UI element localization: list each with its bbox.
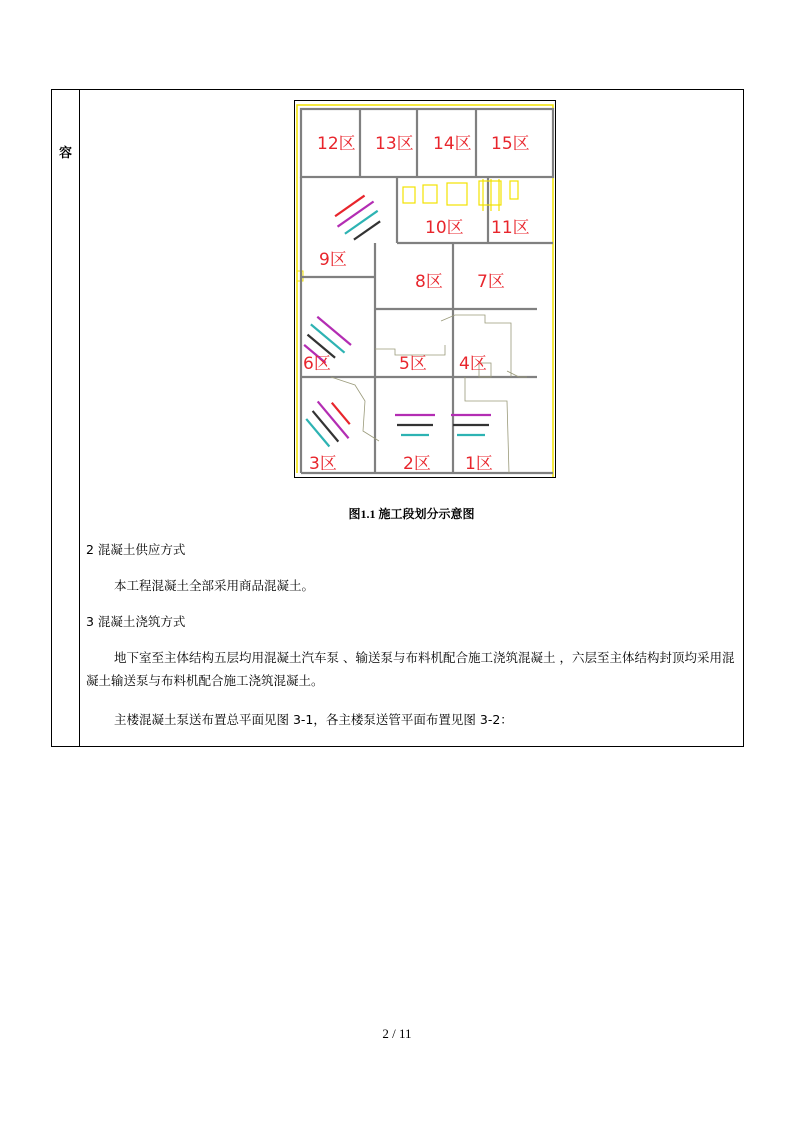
content-table — [51, 89, 744, 747]
zone-label: 14区 — [433, 134, 472, 154]
zone-label: 5区 — [399, 354, 427, 374]
zone-label: 12区 — [317, 134, 356, 154]
zone-plan-drawing — [295, 101, 556, 478]
zone-label: 8区 — [415, 272, 443, 292]
figure-caption: 图1.1 施工段划分示意图 — [348, 507, 475, 521]
closing-paragraph: 主楼混凝土泵送布置总平面见图 3-1，各主楼泵送管平面布置见图 3-2： — [114, 712, 513, 727]
section-2-heading: 2 混凝土供应方式 — [86, 542, 186, 557]
section-3-heading: 3 混凝土浇筑方式 — [86, 614, 186, 629]
section-2-text: 本工程混凝土全部采用商品混凝土。 — [114, 578, 315, 593]
zone-label: 1区 — [465, 454, 493, 474]
table-left-column — [52, 90, 80, 746]
zone-label: 3区 — [309, 454, 337, 474]
left-column-label: 容 — [58, 146, 72, 161]
zone-label: 2区 — [403, 454, 431, 474]
zone-label: 11区 — [491, 218, 530, 238]
zone-label: 7区 — [477, 272, 505, 292]
zone-label: 6区 — [303, 354, 331, 374]
zone-label: 10区 — [425, 218, 464, 238]
construction-zone-figure — [294, 100, 556, 478]
section-3-text: 地下室至主体结构五层均用混凝土汽车泵 、输送泵与布料机配合施工浇筑混凝土 ，六层至主体结构封顶均采用混凝土输送泵与布料机配合施工浇筑混凝土。 — [86, 650, 735, 688]
zone-label: 13区 — [375, 134, 414, 154]
zone-label: 4区 — [459, 354, 487, 374]
page-number: 2 / 11 — [382, 1026, 412, 1041]
zone-label: 9区 — [319, 250, 347, 270]
zone-label: 15区 — [491, 134, 530, 154]
